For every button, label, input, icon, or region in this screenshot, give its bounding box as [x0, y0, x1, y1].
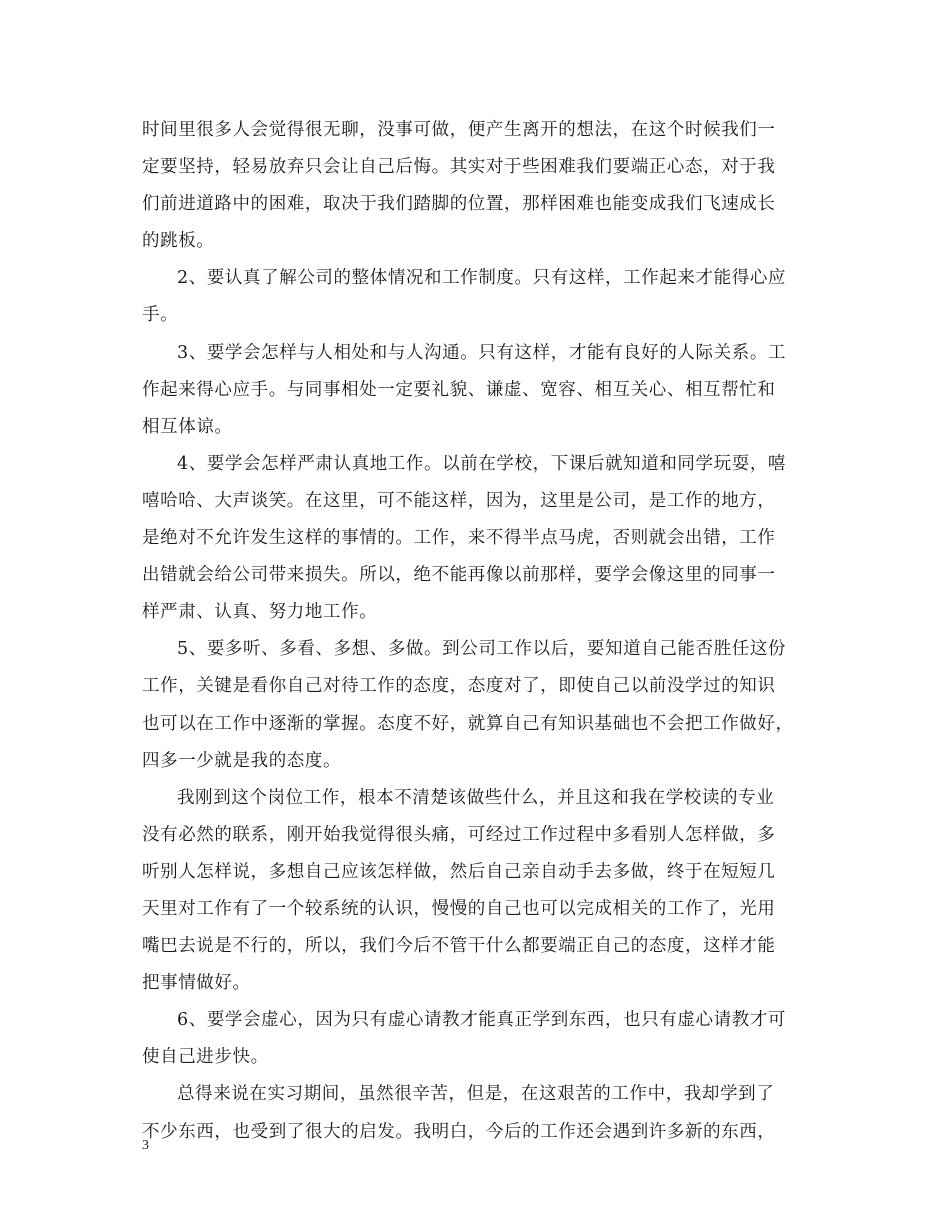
text-line: 把事情做好。: [142, 973, 251, 994]
document-body: [142, 112, 817, 1151]
text-line: 时间里很多人会觉得很无聊，没事可做，便产生离开的想法，在这个时候我们一: [142, 120, 776, 140]
text-line: 出错就会给公司带来损失。所以，绝不能再像以前那样，要学会像这里的同事一: [142, 565, 776, 586]
text-line: 嘴巴去说是不行的，所以，我们今后不管干什么都要端正自己的态度，这样才能: [142, 936, 776, 957]
text-line: 们前进道路中的困难，取决于我们踏脚的位置，那样困难也能变成我们飞速成长: [142, 194, 776, 215]
text-line: 我刚到这个岗位工作，根本不清楚该做些什么，并且这和我在学校读的专业: [177, 787, 775, 808]
text-line: 6、要学会虚心，因为只有虚心请教才能真正学到东西，也只有虚心请教才可: [177, 1010, 787, 1031]
text-line: 2、要认真了解公司的整体情况和工作制度。只有这样，工作起来才能得心应: [177, 268, 787, 289]
text-line: 3、要学会怎样与人相处和与人沟通。只有这样，才能有良好的人际关系。工: [177, 342, 787, 363]
text-line: 不少东西，也受到了很大的启发。我明白，今后的工作还会遇到许多新的东西，: [142, 1121, 776, 1142]
text-line: 嘻哈哈、大声谈笑。在这里，可不能这样，因为，这里是公司，是工作的地方，: [142, 490, 776, 511]
text-line: 5、要多听、多看、多想、多做。到公司工作以后，要知道自己能否胜任这份: [177, 639, 787, 660]
text-line: 样严肃、认真、努力地工作。: [142, 602, 378, 623]
text-line: 工作，关键是看你自己对待工作的态度，态度对了，即使自己以前没学过的知识: [142, 676, 776, 697]
text-line: 使自己进步快。: [142, 1047, 269, 1068]
text-line: 手。: [142, 305, 179, 326]
page-number: 3: [142, 1138, 149, 1153]
text-line: 四多一少就是我的态度。: [142, 750, 342, 771]
text-line: 听别人怎样说，多想自己应该怎样做，然后自己亲自动手去多做，终于在短短几: [142, 861, 776, 882]
text-line: 作起来得心应手。与同事相处一定要礼貌、谦虚、宽容、相互关心、相互帮忙和: [142, 379, 776, 400]
text-line: 相互体谅。: [142, 416, 233, 437]
text-line: 4、要学会怎样严肃认真地工作。以前在学校，下课后就知道和同学玩耍，嘻: [177, 453, 787, 474]
text-line: 定要坚持，轻易放弃只会让自己后悔。其实对于些困难我们要端正心态，对于我: [142, 157, 776, 178]
text-line: 的跳板。: [142, 231, 215, 252]
text-line: 没有必然的联系，刚开始我觉得很头痛，可经过工作过程中多看别人怎样做，多: [142, 824, 776, 845]
text-line: 是绝对不允许发生这样的事情的。工作，来不得半点马虎，否则就会出错，工作: [142, 528, 776, 549]
text-line: 也可以在工作中逐渐的掌握。态度不好，就算自己有知识基础也不会把工作做好，: [142, 713, 794, 734]
text-line: 总得来说在实习期间，虽然很辛苦，但是，在这艰苦的工作中，我却学到了: [177, 1084, 775, 1105]
text-line: 天里对工作有了一个较系统的认识，慢慢的自己也可以完成相关的工作了，光用: [142, 898, 776, 919]
